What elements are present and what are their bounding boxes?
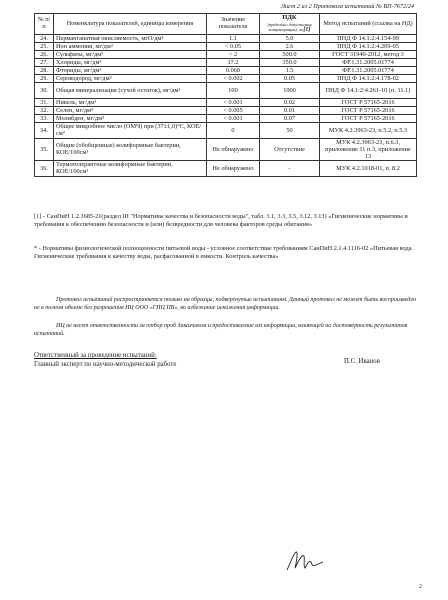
cell-num: 32. (35, 106, 54, 114)
table-row (35, 138, 417, 160)
cell-pdk: 2.6 (260, 42, 320, 50)
cell-num: 29. (35, 74, 54, 82)
cell-num: 27. (35, 58, 54, 66)
cell-pdk: 500.0 (260, 50, 320, 58)
table-body (35, 34, 417, 176)
cell-method: ПНД Ф 14.1:2:4.178-02 (320, 74, 417, 82)
protocol-note: Протокол испытаний распространяется только на образцы, подвергнутые испытаниям. Данный протокол не может быть воспроизведен не в полном объеме без разрешения ИЦ ООО «ГИЦ ПВ», во избежание искажения информации. (34, 297, 417, 312)
pdk-subtitle-text: (предельно допустимая концентрация), по (267, 21, 312, 32)
cell-value: < 0.005 (207, 106, 260, 114)
sheet-header: Лист 2 из 2 Протокола испытаний № ВП-7672/24 (280, 3, 414, 10)
cell-num: 36. (35, 160, 54, 176)
cell-name: Ион аммония, мг/дм³ (54, 42, 207, 50)
table-row (35, 42, 417, 50)
table-row (35, 122, 417, 138)
col-value-header: Значение показателя (207, 14, 260, 35)
cell-num: 33. (35, 114, 54, 122)
responsible-name: П.С. Иванов (344, 358, 380, 365)
cell-name: Общие (обобщенные) колиформные бактерии, КОЕ/100см³ (54, 138, 207, 160)
responsible-title: Ответственный за проведение испытаний: (34, 352, 157, 359)
cell-name: Термотолерантные колиформные бактерии, КОЕ/100см³ (54, 160, 207, 176)
cell-pdk: - (260, 160, 320, 176)
cell-num: 30. (35, 82, 54, 98)
col-num-header: № п/п (35, 14, 54, 35)
cell-method: ГОСТ Р 57165-2016 (320, 114, 417, 122)
cell-value: 1.1 (207, 34, 260, 42)
cell-num: 25. (35, 42, 54, 50)
cell-name: Фториды, мг/дм³ (54, 66, 207, 74)
col-method-header: Метод испытаний (ссылка на НД) (320, 14, 417, 35)
cell-method: ГОСТ Р 57165-2016 (320, 98, 417, 106)
cell-num: 35. (35, 138, 54, 160)
cell-pdk: 5.0 (260, 34, 320, 42)
table-row (35, 160, 417, 176)
cell-name: Селен, мг/дм³ (54, 106, 207, 114)
cell-value: < 0.002 (207, 74, 260, 82)
cell-pdk: 0.01 (260, 106, 320, 114)
cell-value: Не обнаружено (207, 138, 260, 160)
table-row (35, 66, 417, 74)
cell-name: Перманганатная окисляемость, мгО/дм³ (54, 34, 207, 42)
cell-pdk: 0.05 (260, 74, 320, 82)
cell-value: 0.060 (207, 66, 260, 74)
footnote-physiological: * - Нормативы физиологической полноценности питьевой воды - условное соответствие требованиям СанПиН 2.1.4.1116-02 «Питьевая вода. Гигиенические требования к качеству воды, расфасованной в емкости. Контроль качества» (34, 245, 414, 260)
cell-value: < 0.001 (207, 98, 260, 106)
cell-value: 100 (207, 82, 260, 98)
cell-value: Не обнаружено (207, 160, 260, 176)
cell-method: ГОСТ Р 57165-2016 (320, 106, 417, 114)
table-header-row (35, 14, 417, 35)
cell-num: 24. (35, 34, 54, 42)
cell-method: МУК 4.2.1018-01, п. 8.2 (320, 160, 417, 176)
pdk-reference: [1] (303, 26, 311, 33)
cell-method: ФР.1.31.2005.01774 (320, 66, 417, 74)
cell-method: МУК 4.2.3963-23, п.5.2, п.5.3 (320, 122, 417, 138)
cell-num: 26. (35, 50, 54, 58)
cell-value: < 0.001 (207, 114, 260, 122)
cell-method: ПНД Ф 14.1:2:4.209-05 (320, 42, 417, 50)
table-row (35, 50, 417, 58)
cell-name: Общая минерализация (сухой остаток), мг/дм³ (54, 82, 207, 98)
cell-value: < 0.05 (207, 42, 260, 50)
cell-num: 31. (35, 98, 54, 106)
cell-name: Хлориды, мг/дм³ (54, 58, 207, 66)
cell-name: Молибден, мг/дм³ (54, 114, 207, 122)
pdk-subtitle (262, 22, 317, 33)
table-row (35, 82, 417, 98)
pdk-title: ПДК (282, 14, 297, 21)
cell-num: 28. (35, 66, 54, 74)
cell-method: ПНД Ф 14.1:2:4.154-99 (320, 34, 417, 42)
cell-value: < 2 (207, 50, 260, 58)
table-row (35, 98, 417, 106)
cell-value: 0 (207, 122, 260, 138)
signature-image (283, 548, 327, 574)
results-table (34, 13, 417, 177)
cell-pdk: Отсутствие (260, 138, 320, 160)
page-number: 2 (419, 584, 422, 590)
cell-name: Сульфаты, мг/дм³ (54, 50, 207, 58)
table-row (35, 34, 417, 42)
cell-pdk: 0.07 (260, 114, 320, 122)
cell-pdk: 50 (260, 122, 320, 138)
cell-name: Общее микробное число (ОМЧ) при (37±1,0)°С, КОЕ/см³ (54, 122, 207, 138)
cell-pdk: 350.0 (260, 58, 320, 66)
table-row (35, 114, 417, 122)
cell-name: Никель, мг/дм³ (54, 98, 207, 106)
responsible-role: Главный эксперт по научно-методической работе (34, 360, 177, 368)
table-row (35, 106, 417, 114)
cell-method: ПНД Ф 14.1:2:4.261-10 (п. 11.1) (320, 82, 417, 98)
cell-method: ГОСТ 31940-2012, метод 3 (320, 50, 417, 58)
cell-pdk: 1.5 (260, 66, 320, 74)
cell-num: 34. (35, 122, 54, 138)
cell-value: 17.2 (207, 58, 260, 66)
footnote-sanpin: [1] - СанПиН 1.2.3685-21(раздел III "Нормативы качества и безопасности воды", табл. 3.1, 3.3, 3.5, 3.12, 3.13) «Гигиенические нормативы и требования к обеспечению безопасности и (или) безвредности для человека факторов среды обитания» (34, 213, 408, 228)
cell-pdk: 0.02 (260, 98, 320, 106)
col-pdk-header (260, 14, 320, 35)
cell-name: Сероводород, мг/дм³ (54, 74, 207, 82)
cell-pdk: 1000 (260, 82, 320, 98)
col-name-header: Номенклатура показателей, единицы измерения (54, 14, 207, 35)
cell-method: ФР.1.31.2005.01774 (320, 58, 417, 66)
table-row (35, 58, 417, 66)
table-row (35, 74, 417, 82)
responsibility-note: ИЦ не несет ответственности за отбор проб Заказчиком и предоставление им информации, влияющей на достоверность результатов испытаний. (34, 323, 408, 338)
cell-method: МУК 4.2.3963-23, п.6.3, приложение 11 п.3, приложение 13 (320, 138, 417, 160)
